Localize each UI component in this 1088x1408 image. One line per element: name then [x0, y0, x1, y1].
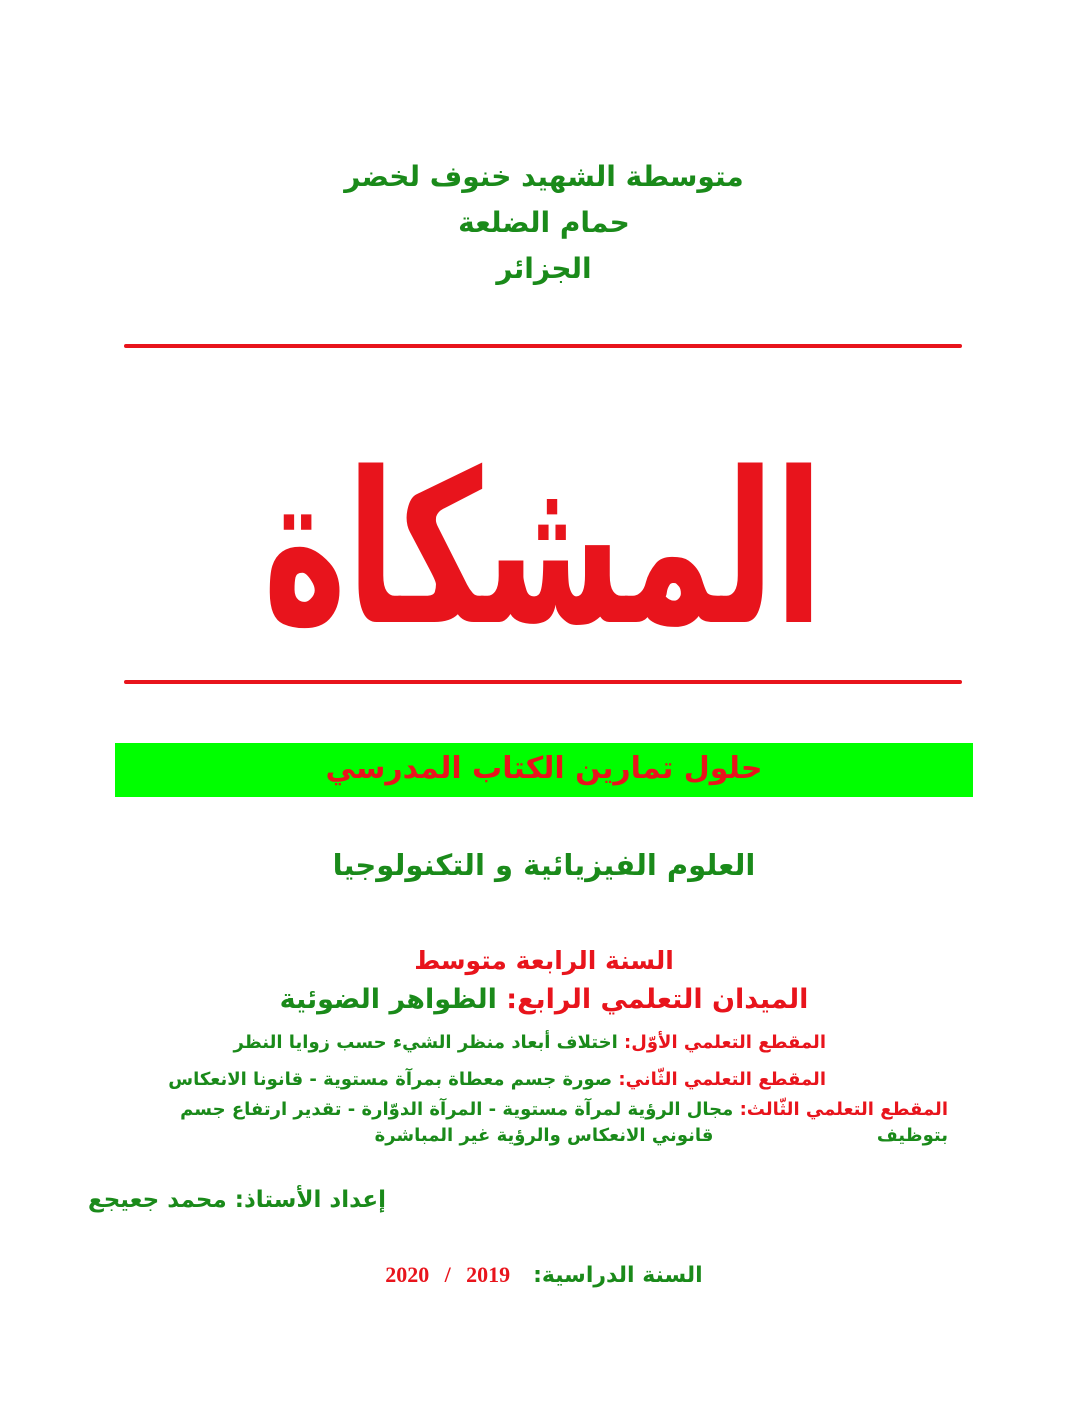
school-year-label: السنة الدراسية: — [533, 1263, 703, 1288]
domain-label: الميدان التعلمي الرابع: — [506, 984, 809, 1015]
school-level: السنة الرابعة متوسط — [414, 946, 674, 975]
segment-2-label: المقطع التعلمي الثّاني: — [618, 1069, 826, 1090]
segment-1-text: اختلاف أبعاد منظر الشيء حسب زوايا النظر — [233, 1032, 618, 1053]
top-divider — [124, 344, 962, 348]
bottom-divider — [124, 680, 962, 684]
school-city: حمام الضلعة — [458, 206, 630, 239]
author-name: محمد جعيجع — [87, 1187, 227, 1213]
author-label: إعداد الأستاذ: — [234, 1187, 386, 1213]
year-start: 2019 — [466, 1262, 511, 1287]
year-end: 2020 — [385, 1262, 430, 1287]
learning-domain — [0, 984, 1088, 1015]
segment-2-text: صورة جسم معطاة بمرآة مستوية - قانونا الانعكاس — [168, 1069, 613, 1090]
segment-2 — [168, 1067, 826, 1093]
segment-1-label: المقطع التعلمي الأوّل: — [624, 1032, 826, 1053]
banner-text: حلول تمارين الكتاب المدرسي — [325, 751, 763, 786]
banner — [115, 743, 973, 797]
domain-value: الظواهر الضوئية — [279, 984, 497, 1015]
segment-3-text-line2: قانوني الانعكاس والرؤية غير المباشرة — [374, 1125, 714, 1146]
school-country: الجزائر — [496, 252, 592, 285]
segment-3-text: مجال الرؤية لمرآة مستوية - المرآة الدوّارة - تقدير ارتفاع جسم بتوظيف — [180, 1099, 948, 1146]
main-title-svg — [124, 360, 962, 670]
subject-title: العلوم الفيزيائية و التكنولوجيا — [332, 848, 756, 882]
author — [88, 1187, 386, 1213]
main-title — [124, 360, 962, 670]
school-name: متوسطة الشهيد خنوف لخضر — [344, 160, 744, 193]
year-separator: / — [444, 1262, 451, 1287]
segment-1 — [234, 1030, 826, 1056]
main-title-text: المشكاة — [263, 427, 823, 672]
segment-3-label: المقطع التعلمي الثّالث: — [739, 1099, 948, 1120]
school-year — [0, 1262, 1088, 1288]
